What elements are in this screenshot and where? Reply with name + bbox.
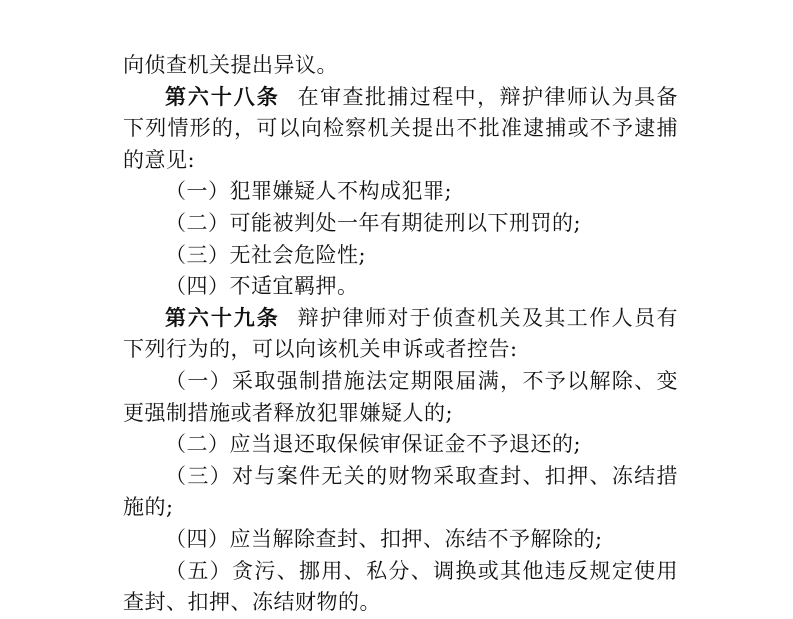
article-68-text-1: 在审查批捕过程中，辩护律师认为具备 [297,84,679,109]
article-69-item-1-line-1: （一）采取强制措施法定期限届满，不予以解除、变 [165,368,678,393]
article-68-item-3: （三）无社会危险性; [165,242,367,267]
article-69-item-3-line-2: 施的; [123,495,174,520]
article-68-text-3: 的意见: [123,147,196,172]
article-69-item-5-line-2: 查封、扣押、冻结财物的。 [123,590,381,615]
continuation-line: 向侦查机关提出异议。 [123,53,338,77]
article-69-number: 第六十九条 [165,305,280,330]
article-69-text-1: 辩护律师对于侦查机关及其工作人员有 [297,305,679,330]
article-68-heading-line [123,82,678,114]
article-69-item-3-line-1: （三）对与案件无关的财物采取查封、扣押、冻结措 [165,463,678,488]
article-69-heading-line [123,303,678,335]
article-68-text-2: 下列情形的，可以向检察机关提出不批准逮捕或不予逮捕 [123,116,678,141]
article-69-text-2: 下列行为的，可以向该机关申诉或者控告: [123,337,518,362]
article-68-item-2: （二）可能被判处一年有期徒刑以下刑罚的; [165,210,582,235]
article-68-item-1: （一）犯罪嫌疑人不构成犯罪; [165,179,453,204]
document-page [123,50,678,619]
article-68-item-4: （四）不适宜羁押。 [165,274,359,299]
article-69-item-4: （四）应当解除查封、扣押、冻结不予解除的; [165,526,603,551]
article-69-item-1-line-2: 更强制措施或者释放犯罪嫌疑人的; [123,400,454,425]
article-69-item-2: （二）应当退还取保候审保证金不予退还的; [165,432,582,457]
article-69-item-5-line-1: （五）贪污、挪用、私分、调换或其他违反规定使用 [165,558,678,583]
article-68-number: 第六十八条 [165,84,280,109]
